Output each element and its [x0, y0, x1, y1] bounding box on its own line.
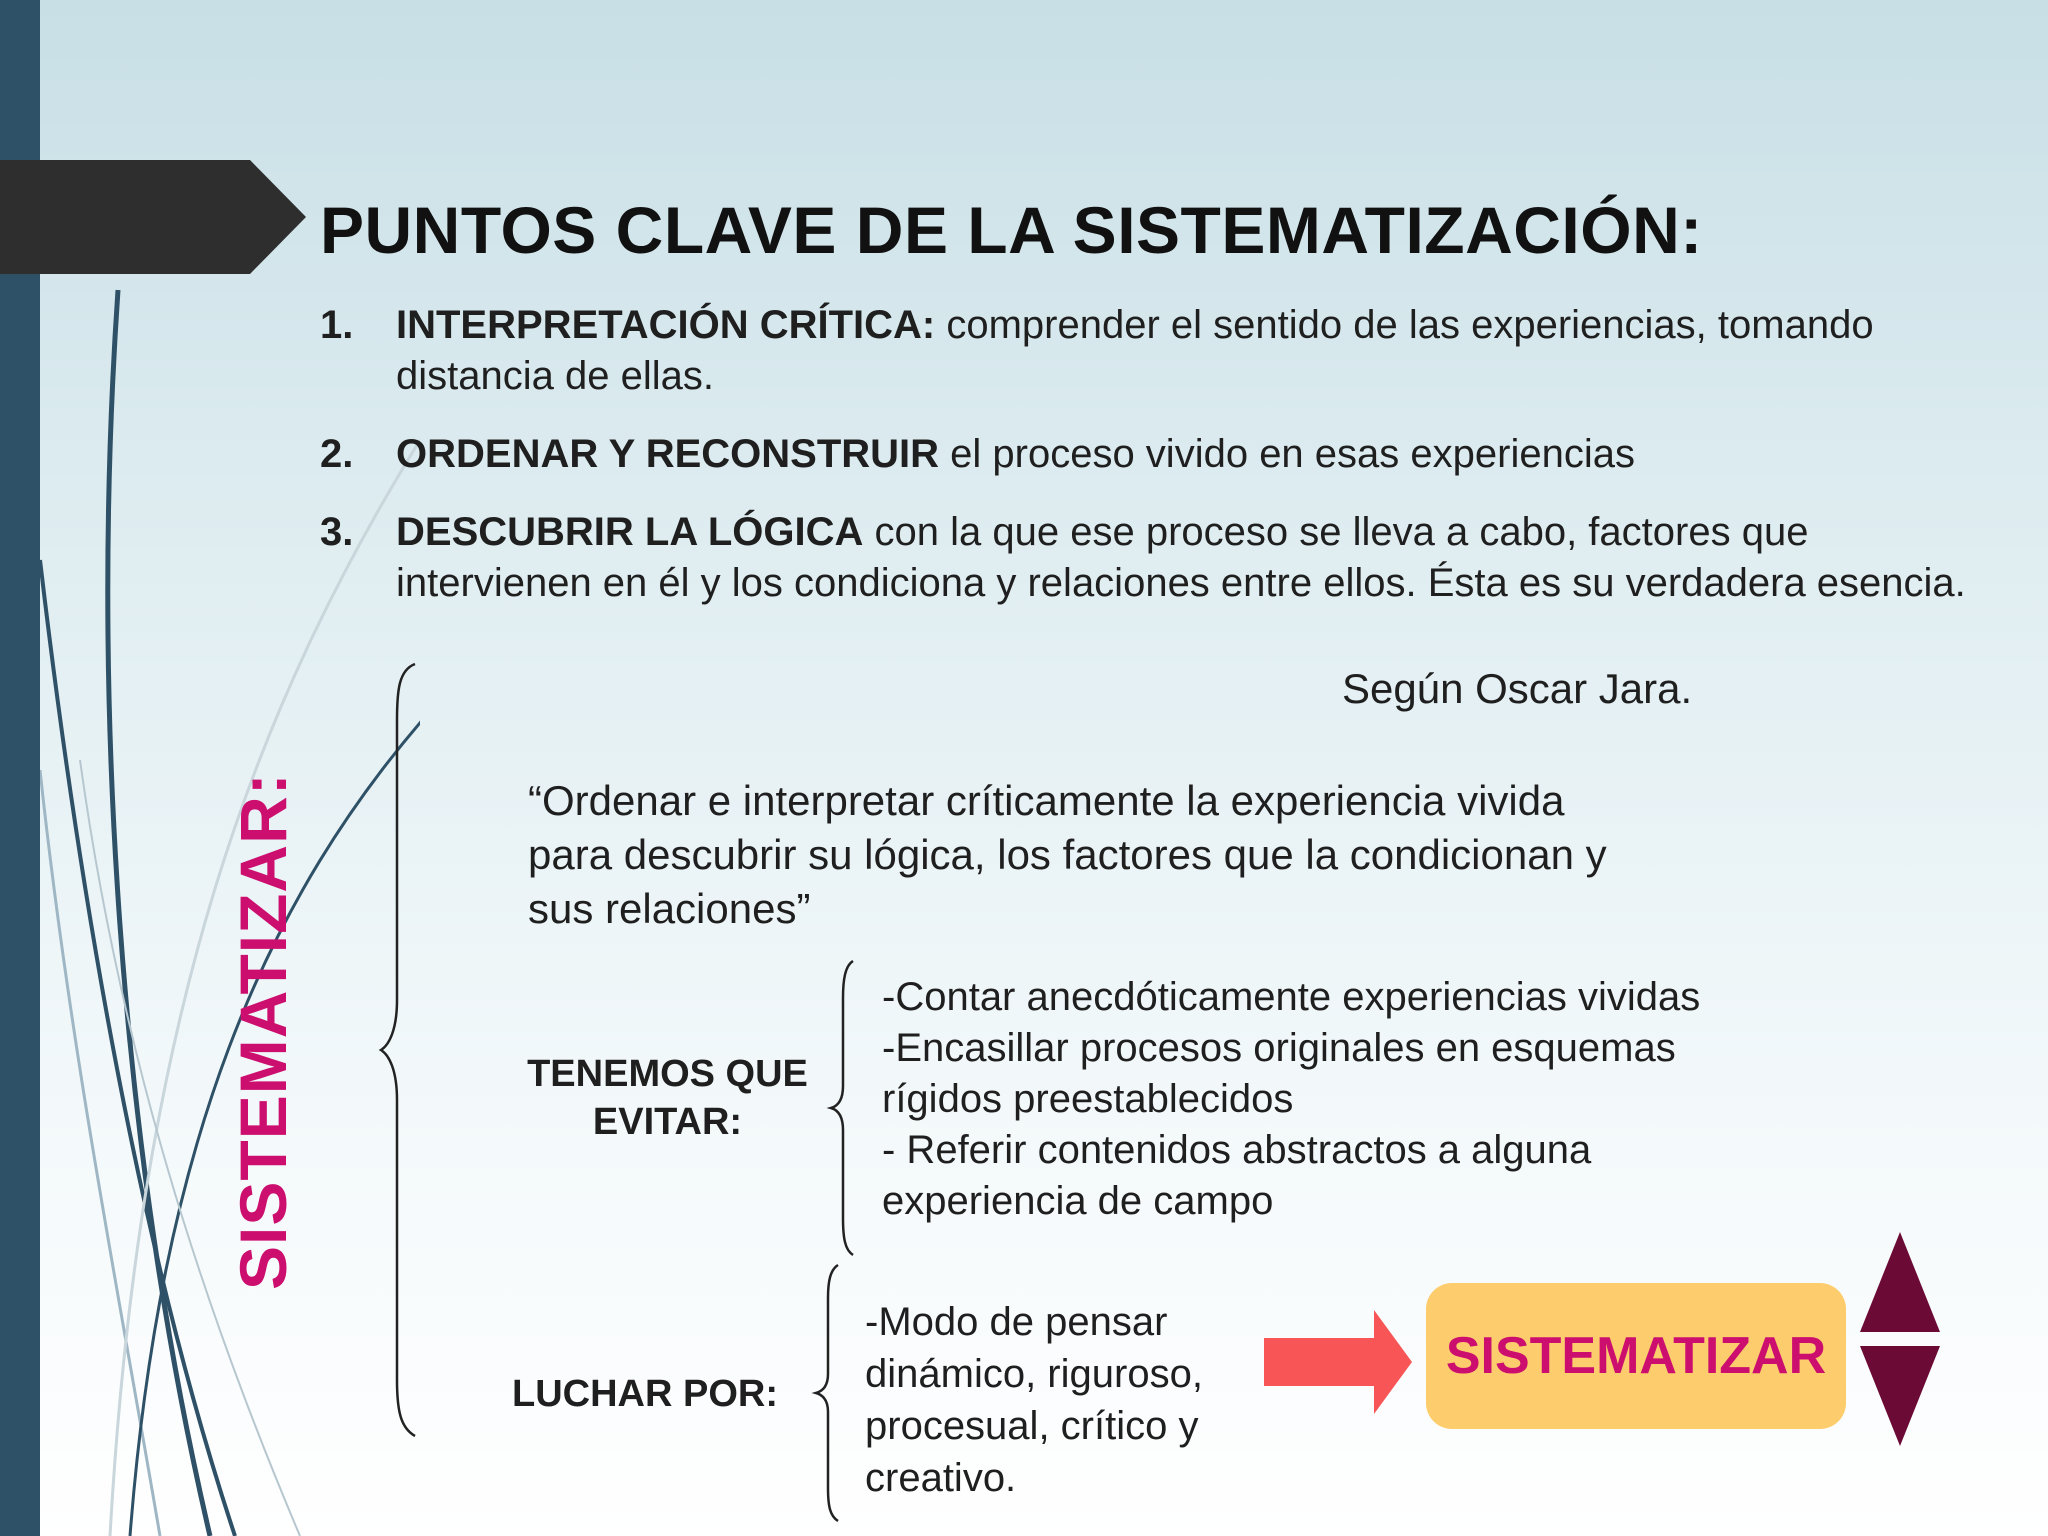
point-text: con la que ese proceso se lleva a cabo, factores que intervienen en él y los condiciona y relaciones entre ellos. Ésta es su verdadera esencia. [396, 510, 1966, 605]
point-heading: DESCUBRIR LA LÓGICA [396, 510, 864, 554]
point-text: el proceso vivido en esas experiencias [939, 432, 1635, 476]
avoid-label-line: EVITAR: [592, 1101, 743, 1143]
list-item: - Referir contenidos abstractos a alguna [882, 1128, 1592, 1172]
attribution: Según Oscar Jara. [1342, 665, 1693, 712]
point-number: 2. [320, 432, 354, 476]
quote-line: “Ordenar e interpretar críticamente la experiencia vivida [528, 777, 1565, 824]
quote-line: sus relaciones” [528, 885, 811, 932]
vertical-title: SISTEMATIZAR: [226, 772, 300, 1290]
result-label: SISTEMATIZAR [1445, 1327, 1827, 1385]
page-title: PUNTOS CLAVE DE LA SISTEMATIZACIÓN: [320, 193, 1703, 267]
list-item: -Encasillar procesos originales en esquemas [882, 1026, 1676, 1070]
strive-line: dinámico, riguroso, [865, 1352, 1203, 1396]
strive-line: creativo. [865, 1456, 1017, 1500]
avoid-label [505, 1050, 830, 1146]
point-text: comprender el sentido de las experiencias, tomando distancia de ellas. [396, 303, 1874, 398]
list-item: rígidos preestablecidos [882, 1077, 1294, 1121]
point-heading: ORDENAR Y RECONSTRUIR [396, 432, 940, 476]
avoid-label-line: TENEMOS QUE [527, 1053, 808, 1095]
main-brace [375, 660, 425, 1440]
strive-label: LUCHAR POR: [512, 1373, 778, 1415]
avoid-brace [825, 958, 861, 1258]
title-arrow-banner [0, 160, 310, 274]
avoid-list [882, 972, 1812, 1227]
list-item: -Contar anecdóticamente experiencias vividas [882, 975, 1701, 1019]
point-number: 3. [320, 510, 354, 554]
result-box [1426, 1283, 1846, 1429]
list-item: experiencia de campo [882, 1179, 1274, 1223]
point-number: 1. [320, 303, 354, 347]
strive-line: -Modo de pensar [865, 1300, 1168, 1344]
right-arrow-icon [1264, 1310, 1414, 1414]
quote-line: para descubrir su lógica, los factores que la condicionan y [528, 831, 1607, 878]
strive-text [865, 1296, 1285, 1504]
definition-quote [528, 774, 1748, 936]
strive-line: procesual, crítico y [865, 1404, 1199, 1448]
point-heading: INTERPRETACIÓN CRÍTICA: [396, 303, 936, 347]
up-down-triangles-icon [1858, 1232, 1942, 1448]
strive-brace [810, 1262, 846, 1524]
